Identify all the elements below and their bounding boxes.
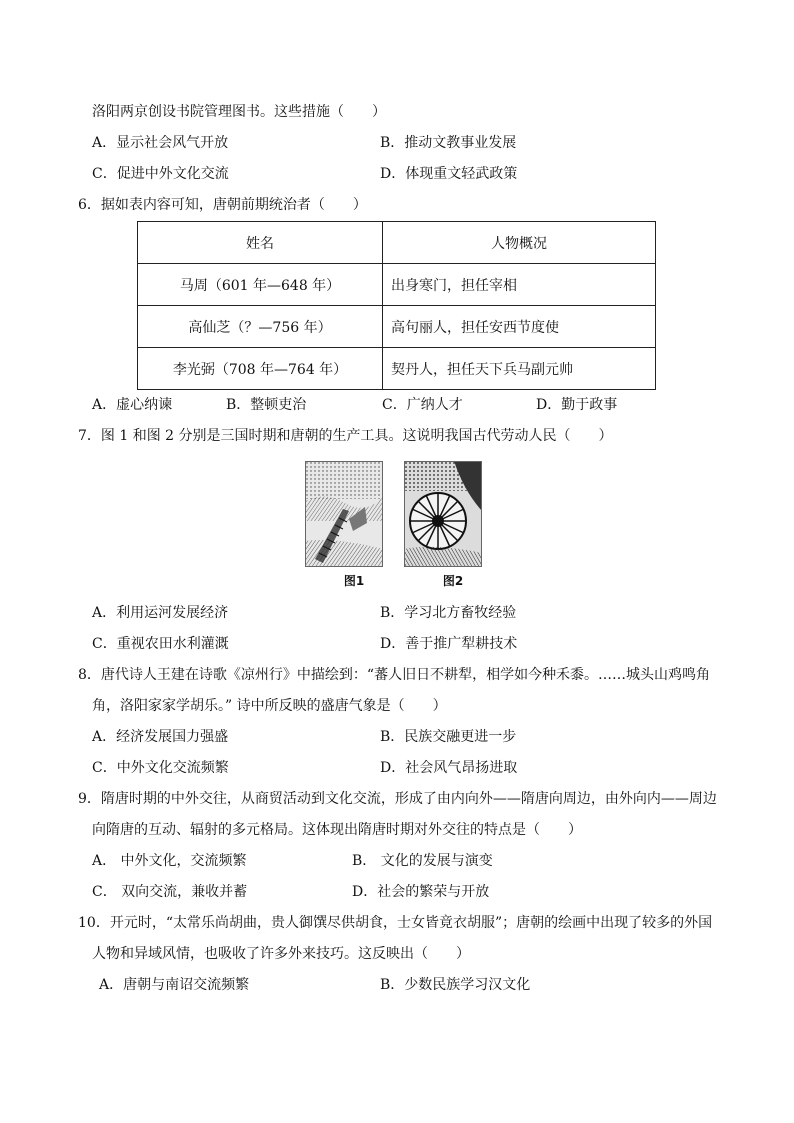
q5-option-b[interactable]: B．推动文教事业发展 — [380, 135, 517, 151]
q9-option-d[interactable]: D．社会的繁荣与开放 — [352, 884, 490, 900]
table-header-profile: 人物概况 — [383, 222, 656, 264]
q7-option-a[interactable]: A．利用运河发展经济 — [92, 605, 229, 621]
table-row — [138, 306, 656, 348]
q6-option-c[interactable]: C．广纳人才 — [382, 397, 463, 413]
table-row — [138, 264, 656, 306]
q9-stem-line-2: 向隋唐的互动、辐射的多元格局。这体现出隋唐时期对外交往的特点是（ ） — [92, 822, 582, 838]
table-row — [138, 348, 656, 390]
q8-option-a[interactable]: A．经济发展国力强盛 — [92, 729, 229, 745]
q6-option-b[interactable]: B．整顿吏治 — [226, 397, 307, 413]
q8-stem-line-1: 8．唐代诗人王建在诗歌《凉州行》中描绘到：“蕃人旧日不耕犁，相学如今种禾黍。……城头山鸡鸣角 — [78, 667, 711, 683]
q10-stem-line-1: 10．开元时，“太常乐尚胡曲，贵人御馔尽供胡食，士女皆竟衣胡服”；唐朝的绘画中出现了较多的外国 — [78, 915, 713, 931]
q6-stem: 6．据如表内容可知，唐朝前期统治者（ ） — [78, 197, 367, 213]
q10-stem-line-2: 人物和异域风情，也吸收了许多外来技巧。这反映出（ ） — [92, 946, 470, 962]
table-cell-profile: 契丹人，担任天下兵马副元帅 — [383, 348, 656, 390]
q7-option-d[interactable]: D．善于推广犁耕技术 — [380, 636, 518, 652]
figure-1-caption: 图1 — [343, 574, 365, 588]
q7-stem: 7．图 1 和图 2 分别是三国时期和唐朝的生产工具。这说明我国古代劳动人民（ ） — [78, 428, 613, 444]
figure-2-caption: 图2 — [442, 574, 464, 588]
q10-option-a[interactable]: A．唐朝与南诏交流频繁 — [99, 977, 250, 993]
q8-stem-line-2: 角，洛阳家家学胡乐。” 诗中所反映的盛唐气象是（ ） — [92, 698, 447, 714]
q5-stem-continuation: 洛阳两京创设书院管理图书。这些措施（ ） — [92, 104, 386, 120]
q6-option-d[interactable]: D．勤于政事 — [536, 397, 618, 413]
table-cell-name: 马周（601 年—648 年） — [138, 264, 383, 306]
table-cell-profile: 高句丽人，担任安西节度使 — [383, 306, 656, 348]
figure-2-image — [404, 461, 482, 567]
q9-stem-line-1: 9．隋唐时期的中外交往，从商贸活动到文化交流，形成了由内向外——隋唐向周边，由外向内——周边 — [78, 791, 717, 807]
table-cell-name: 高仙芝（？—756 年） — [138, 306, 383, 348]
q9-option-c[interactable]: C． 双向交流，兼收并蓄 — [92, 884, 248, 900]
q8-option-b[interactable]: B．民族交融更进一步 — [380, 729, 517, 745]
figure-1-image — [305, 461, 383, 567]
q9-option-a[interactable]: A． 中外文化，交流频繁 — [92, 853, 247, 869]
q9-option-b[interactable]: B． 文化的发展与演变 — [352, 853, 493, 869]
q10-option-b[interactable]: B．少数民族学习汉文化 — [380, 977, 531, 993]
q5-option-d[interactable]: D．体现重文轻武政策 — [380, 166, 518, 182]
q6-option-a[interactable]: A．虚心纳谏 — [92, 397, 173, 413]
q7-option-c[interactable]: C．重视农田水利灌溉 — [92, 636, 229, 652]
table-header-row — [138, 222, 656, 264]
q7-option-b[interactable]: B．学习北方畜牧经验 — [380, 605, 517, 621]
table-cell-profile: 出身寒门，担任宰相 — [383, 264, 656, 306]
q5-option-a[interactable]: A．显示社会风气开放 — [92, 135, 229, 151]
q5-option-c[interactable]: C．促进中外文化交流 — [92, 166, 229, 182]
table-header-name: 姓名 — [138, 222, 383, 264]
q8-option-d[interactable]: D．社会风气昂扬进取 — [380, 760, 518, 776]
table-cell-name: 李光弼（708 年—764 年） — [138, 348, 383, 390]
q6-table — [137, 221, 656, 390]
q8-option-c[interactable]: C．中外文化交流频繁 — [92, 760, 229, 776]
